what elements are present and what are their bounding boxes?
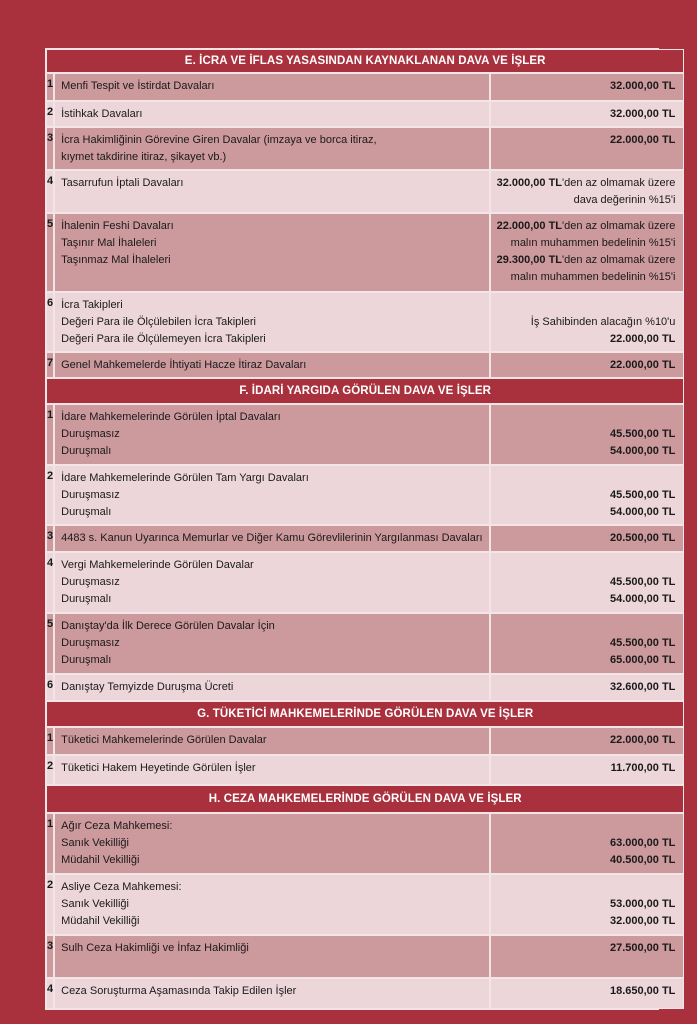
amount-line: 11.700,00 TL (610, 762, 676, 774)
amount-line: malın muhammen bedelinin %15'i (510, 271, 676, 283)
amount-line: 22.000,00 TL (609, 359, 676, 371)
row-amount (490, 978, 685, 1009)
description-line: Vergi Mahkemelerinde Görülen Davalar (61, 559, 254, 571)
fee-row (46, 613, 684, 674)
description-line: Ağır Ceza Mahkemesi: (61, 820, 173, 832)
row-number: 2 (46, 101, 54, 127)
fee-row (46, 404, 684, 465)
section-header (46, 49, 684, 73)
amount-line: 54.000,00 TL (609, 506, 676, 518)
row-amount (490, 127, 685, 170)
row-number: 2 (46, 874, 54, 935)
amount-line: 63.000,00 TL (609, 837, 676, 849)
amount-line (497, 470, 676, 487)
amount-line: 54.000,00 TL (609, 445, 676, 457)
row-number: 3 (46, 525, 54, 552)
row-amount (490, 525, 685, 552)
description-line: Taşınmaz Mal İhaleleri (61, 254, 171, 266)
description-line: Duruşmasız (61, 428, 120, 440)
description-line: Duruşmalı (61, 445, 112, 457)
row-description (54, 101, 489, 127)
description-line: Sulh Ceza Hakimliği ve İnfaz Hakimliği (61, 942, 249, 954)
description-line: İhalenin Feshi Davaları (61, 220, 174, 232)
description-line: Duruşmasız (61, 637, 120, 649)
fee-schedule-table (45, 48, 676, 1010)
row-description (54, 978, 489, 1009)
description-line: İstihkak Davaları (61, 108, 143, 120)
description-line: İcra Hakimliğinin Görevine Giren Davalar (imzaya ve borca itiraz, (61, 134, 377, 146)
row-amount (490, 292, 685, 352)
fee-row (46, 127, 684, 170)
row-number: 4 (46, 552, 54, 613)
amount-line: dava değerinin %15'i (573, 194, 676, 206)
section-header (46, 785, 684, 813)
row-amount (490, 674, 685, 701)
row-description (54, 813, 489, 874)
row-number: 5 (46, 213, 54, 292)
amount-line: malın muhammen bedelinin %15'i (510, 237, 676, 249)
amount-line: 32.000,00 TL (609, 108, 676, 120)
row-amount (490, 213, 685, 292)
amount-line: 54.000,00 TL (609, 593, 676, 605)
description-line: kıymet takdirine itiraz, şikayet vb.) (61, 151, 227, 163)
fee-row (46, 978, 684, 1009)
row-amount (490, 613, 685, 674)
row-amount (490, 552, 685, 613)
row-description (54, 465, 489, 525)
row-number: 4 (46, 978, 54, 1009)
fee-row (46, 73, 684, 101)
amount-line: 53.000,00 TL (609, 898, 676, 910)
description-line: Duruşmalı (61, 654, 112, 666)
fee-row (46, 525, 684, 552)
row-amount (490, 935, 685, 978)
amount-line (497, 557, 676, 574)
amount-line: 18.650,00 TL (609, 985, 676, 997)
amount-line: 45.500,00 TL (609, 489, 676, 501)
fee-row (46, 813, 684, 874)
amount-line: İş Sahibinden alacağın %10'u (530, 316, 676, 328)
description-line: Duruşmalı (61, 593, 112, 605)
row-number: 3 (46, 935, 54, 978)
amount-line: 32.000,00 TL (609, 80, 676, 92)
row-description (54, 613, 489, 674)
row-description (54, 73, 489, 101)
amount-line (497, 297, 676, 314)
amount-line: 32.000,00 TL'den az olmamak üzere (496, 177, 676, 189)
fee-row (46, 935, 684, 978)
row-number: 1 (46, 73, 54, 101)
description-line: 4483 s. Kanun Uyarınca Memurlar ve Diğer Kamu Görevlilerinin Yargılanması Davaları (61, 532, 483, 544)
row-amount (490, 755, 685, 785)
row-number: 2 (46, 465, 54, 525)
row-amount (490, 813, 685, 874)
description-line: İdare Mahkemelerinde Görülen İptal Davaları (61, 411, 281, 423)
amount-line: 22.000,00 TL (609, 333, 676, 345)
section-title: E. İCRA VE İFLAS YASASINDAN KAYNAKLANAN DAVA VE İŞLER (46, 49, 684, 73)
row-amount (490, 170, 685, 213)
description-line: Müdahil Vekilliği (61, 915, 140, 927)
amount-line (497, 818, 676, 835)
row-number: 6 (46, 674, 54, 701)
row-amount (490, 352, 685, 378)
amount-line: 45.500,00 TL (609, 637, 676, 649)
amount-line (497, 879, 676, 896)
fee-row (46, 213, 684, 292)
description-line: Sanık Vekilliği (61, 898, 129, 910)
row-description (54, 755, 489, 785)
row-amount (490, 101, 685, 127)
description-line: Duruşmalı (61, 506, 112, 518)
row-description (54, 674, 489, 701)
fee-row (46, 292, 684, 352)
amount-line: 45.500,00 TL (609, 576, 676, 588)
description-line: Değeri Para ile Ölçülemeyen İcra Takipleri (61, 333, 266, 345)
row-amount (490, 874, 685, 935)
row-number: 5 (46, 613, 54, 674)
description-line: Tüketici Mahkemelerinde Görülen Davalar (61, 734, 267, 746)
row-description (54, 170, 489, 213)
amount-line (497, 409, 676, 426)
description-line: İdare Mahkemelerinde Görülen Tam Yargı Davaları (61, 472, 309, 484)
amount-line: 45.500,00 TL (609, 428, 676, 440)
section-header (46, 378, 684, 404)
amount-line: 20.500,00 TL (609, 532, 676, 544)
amount-line: 22.000,00 TL'den az olmamak üzere (496, 220, 676, 232)
row-number: 6 (46, 292, 54, 352)
description-line: Sanık Vekilliği (61, 837, 129, 849)
description-line: Genel Mahkemelerde İhtiyati Hacze İtiraz Davaları (61, 359, 307, 371)
description-line: Tüketici Hakem Heyetinde Görülen İşler (61, 762, 256, 774)
row-number: 2 (46, 755, 54, 785)
row-description (54, 404, 489, 465)
row-number: 7 (46, 352, 54, 378)
amount-line: 29.300,00 TL'den az olmamak üzere (496, 254, 676, 266)
description-line: Danıştay'da İlk Derece Görülen Davalar İçin (61, 620, 275, 632)
section-header (46, 701, 684, 727)
amount-line: 27.500,00 TL (609, 942, 676, 954)
description-line: Ceza Soruşturma Aşamasında Takip Edilen İşler (61, 985, 297, 997)
row-number: 4 (46, 170, 54, 213)
row-description (54, 552, 489, 613)
amount-line (497, 618, 676, 635)
row-number: 1 (46, 813, 54, 874)
section-title: F. İDARİ YARGIDA GÖRÜLEN DAVA VE İŞLER (46, 378, 684, 404)
fee-row (46, 874, 684, 935)
fee-row (46, 352, 684, 378)
fee-row (46, 674, 684, 701)
description-line: Değeri Para ile Ölçülebilen İcra Takipleri (61, 316, 256, 328)
row-description (54, 727, 489, 755)
section-title: H. CEZA MAHKEMELERİNDE GÖRÜLEN DAVA VE İŞLER (46, 785, 684, 813)
amount-line: 40.500,00 TL (609, 854, 676, 866)
amount-line: 32.000,00 TL (609, 915, 676, 927)
fee-table-body (46, 49, 684, 1009)
fee-row (46, 170, 684, 213)
row-description (54, 127, 489, 170)
row-amount (490, 404, 685, 465)
row-number: 3 (46, 127, 54, 170)
description-line: Asliye Ceza Mahkemesi: (61, 881, 182, 893)
fee-row (46, 755, 684, 785)
fee-row (46, 552, 684, 613)
row-number: 1 (46, 404, 54, 465)
description-line: Menfi Tespit ve İstirdat Davaları (61, 80, 215, 92)
amount-line: 32.600,00 TL (609, 681, 676, 693)
amount-line: 22.000,00 TL (609, 134, 676, 146)
description-line: Duruşmasız (61, 576, 120, 588)
description-line: Duruşmasız (61, 489, 120, 501)
row-description (54, 292, 489, 352)
row-description (54, 525, 489, 552)
amount-line: 22.000,00 TL (609, 734, 676, 746)
row-amount (490, 73, 685, 101)
description-line: Taşınır Mal İhaleleri (61, 237, 157, 249)
amount-line: 65.000,00 TL (609, 654, 676, 666)
section-title: G. TÜKETİCİ MAHKEMELERİNDE GÖRÜLEN DAVA VE İŞLER (46, 701, 684, 727)
description-line: İcra Takipleri (61, 299, 123, 311)
description-line: Müdahil Vekilliği (61, 854, 140, 866)
row-description (54, 352, 489, 378)
description-line: Danıştay Temyizde Duruşma Ücreti (61, 681, 234, 693)
fee-row (46, 465, 684, 525)
fee-row (46, 727, 684, 755)
row-description (54, 874, 489, 935)
row-amount (490, 465, 685, 525)
row-amount (490, 727, 685, 755)
row-number: 1 (46, 727, 54, 755)
row-description (54, 935, 489, 978)
description-line: Tasarrufun İptali Davaları (61, 177, 184, 189)
row-description (54, 213, 489, 292)
fee-row (46, 101, 684, 127)
